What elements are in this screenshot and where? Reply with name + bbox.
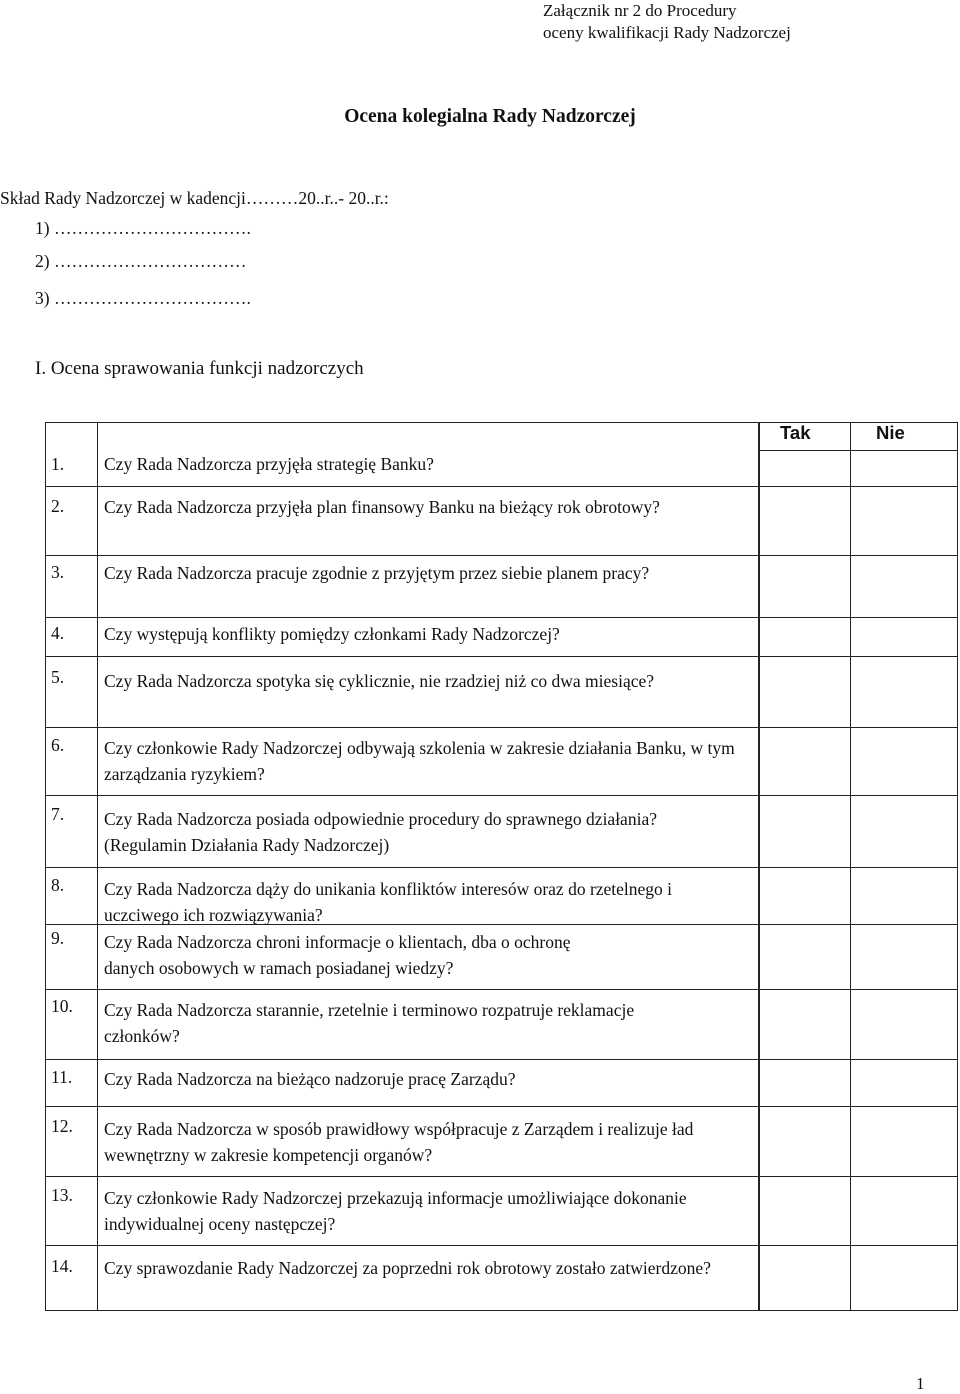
row-divider: [45, 989, 958, 990]
row-divider: [45, 486, 958, 487]
row-question: Czy Rada Nadzorcza na bieżąco nadzoruje pracę Zarządu?: [104, 1069, 516, 1089]
row-question: Czy członkowie Rady Nadzorczej odbywają szkolenia w zakresie działania Banku, w tym zarządzania ryzykiem?: [104, 738, 735, 784]
row-number: 11.: [51, 1067, 73, 1087]
row-question: Czy Rada Nadzorcza pracuje zgodnie z przyjętym przez siebie planem pracy?: [104, 563, 650, 583]
member-line-1: 1) …………………………….: [35, 218, 251, 238]
row-divider: [45, 795, 958, 796]
row-question: Czy członkowie Rady Nadzorczej przekazują informacje umożliwiające dokonanie indywidualnej oceny następczej?: [104, 1188, 687, 1234]
row-number: 6.: [51, 735, 65, 755]
board-composition-label: Skład Rady Nadzorczej w kadencji………20..r..- 20..r.:: [0, 188, 389, 208]
row-divider: [45, 1106, 958, 1107]
row-number: 3.: [51, 562, 65, 582]
row-number: 9.: [51, 928, 65, 948]
row-number: 14.: [51, 1256, 73, 1276]
row-question: Czy Rada Nadzorcza w sposób prawidłowy współpracuje z Zarządem i realizuje ład wewnętrzny w zakresie kompetencji organów?: [104, 1119, 694, 1165]
row-question: Czy Rada Nadzorcza starannie, rzetelnie i terminowo rozpatruje reklamacje członków?: [104, 1000, 635, 1046]
row-number: 13.: [51, 1185, 73, 1205]
row-divider: [45, 617, 958, 618]
member-line-2: 2) ……………………………: [35, 251, 247, 271]
row-question: Czy sprawozdanie Rady Nadzorczej za poprzedni rok obrotowy zostało zatwierdzone?: [104, 1258, 711, 1278]
row-question: Czy występują konflikty pomiędzy członkami Rady Nadzorczej?: [104, 624, 560, 644]
row-number: 4.: [51, 623, 65, 643]
page-number: 1: [916, 1374, 925, 1393]
row-number: 1.: [51, 454, 65, 474]
annex-line-1: Załącznik nr 2 do Procedury: [543, 1, 737, 20]
row-number: 10.: [51, 996, 73, 1016]
row-divider: [45, 555, 958, 556]
row-question: Czy Rada Nadzorcza przyjęła strategię Banku?: [104, 454, 434, 474]
row-question: Czy Rada Nadzorcza spotyka się cyklicznie, nie rzadziej niż co dwa miesiące?: [104, 671, 655, 691]
column-header-no: Nie: [876, 422, 905, 443]
row-question: Czy Rada Nadzorcza chroni informacje o klientach, dba o ochronę danych osobowych w ramach posiadanej wiedzy?: [104, 932, 571, 978]
page-title: Ocena kolegialna Rady Nadzorczej: [344, 106, 636, 127]
header-divider: [759, 450, 958, 451]
row-question: Czy Rada Nadzorcza dąży do unikania konfliktów interesów oraz do rzetelnego i uczciwego ich rozwiązywania?: [104, 879, 673, 925]
annex-note: [543, 0, 791, 44]
row-divider: [45, 1176, 958, 1177]
row-divider: [45, 727, 958, 728]
row-number: 5.: [51, 667, 65, 687]
row-divider: [45, 867, 958, 868]
section-title: I. Ocena sprawowania funkcji nadzorczych: [35, 358, 364, 379]
row-number: 2.: [51, 496, 65, 516]
row-divider: [45, 1245, 958, 1246]
row-question: Czy Rada Nadzorcza posiada odpowiednie procedury do sprawnego działania? (Regulamin Działania Rady Nadzorczej): [104, 809, 657, 855]
row-divider: [45, 656, 958, 657]
row-divider: [45, 1059, 958, 1060]
row-question: Czy Rada Nadzorcza przyjęła plan finansowy Banku na bieżący rok obrotowy?: [104, 497, 660, 517]
row-number: 12.: [51, 1116, 73, 1136]
row-number: 7.: [51, 804, 65, 824]
member-line-3: 3) …………………………….: [35, 288, 251, 308]
column-header-yes: Tak: [780, 422, 811, 443]
annex-line-2: oceny kwalifikacji Rady Nadzorczej: [543, 23, 791, 42]
row-number: 8.: [51, 875, 65, 895]
